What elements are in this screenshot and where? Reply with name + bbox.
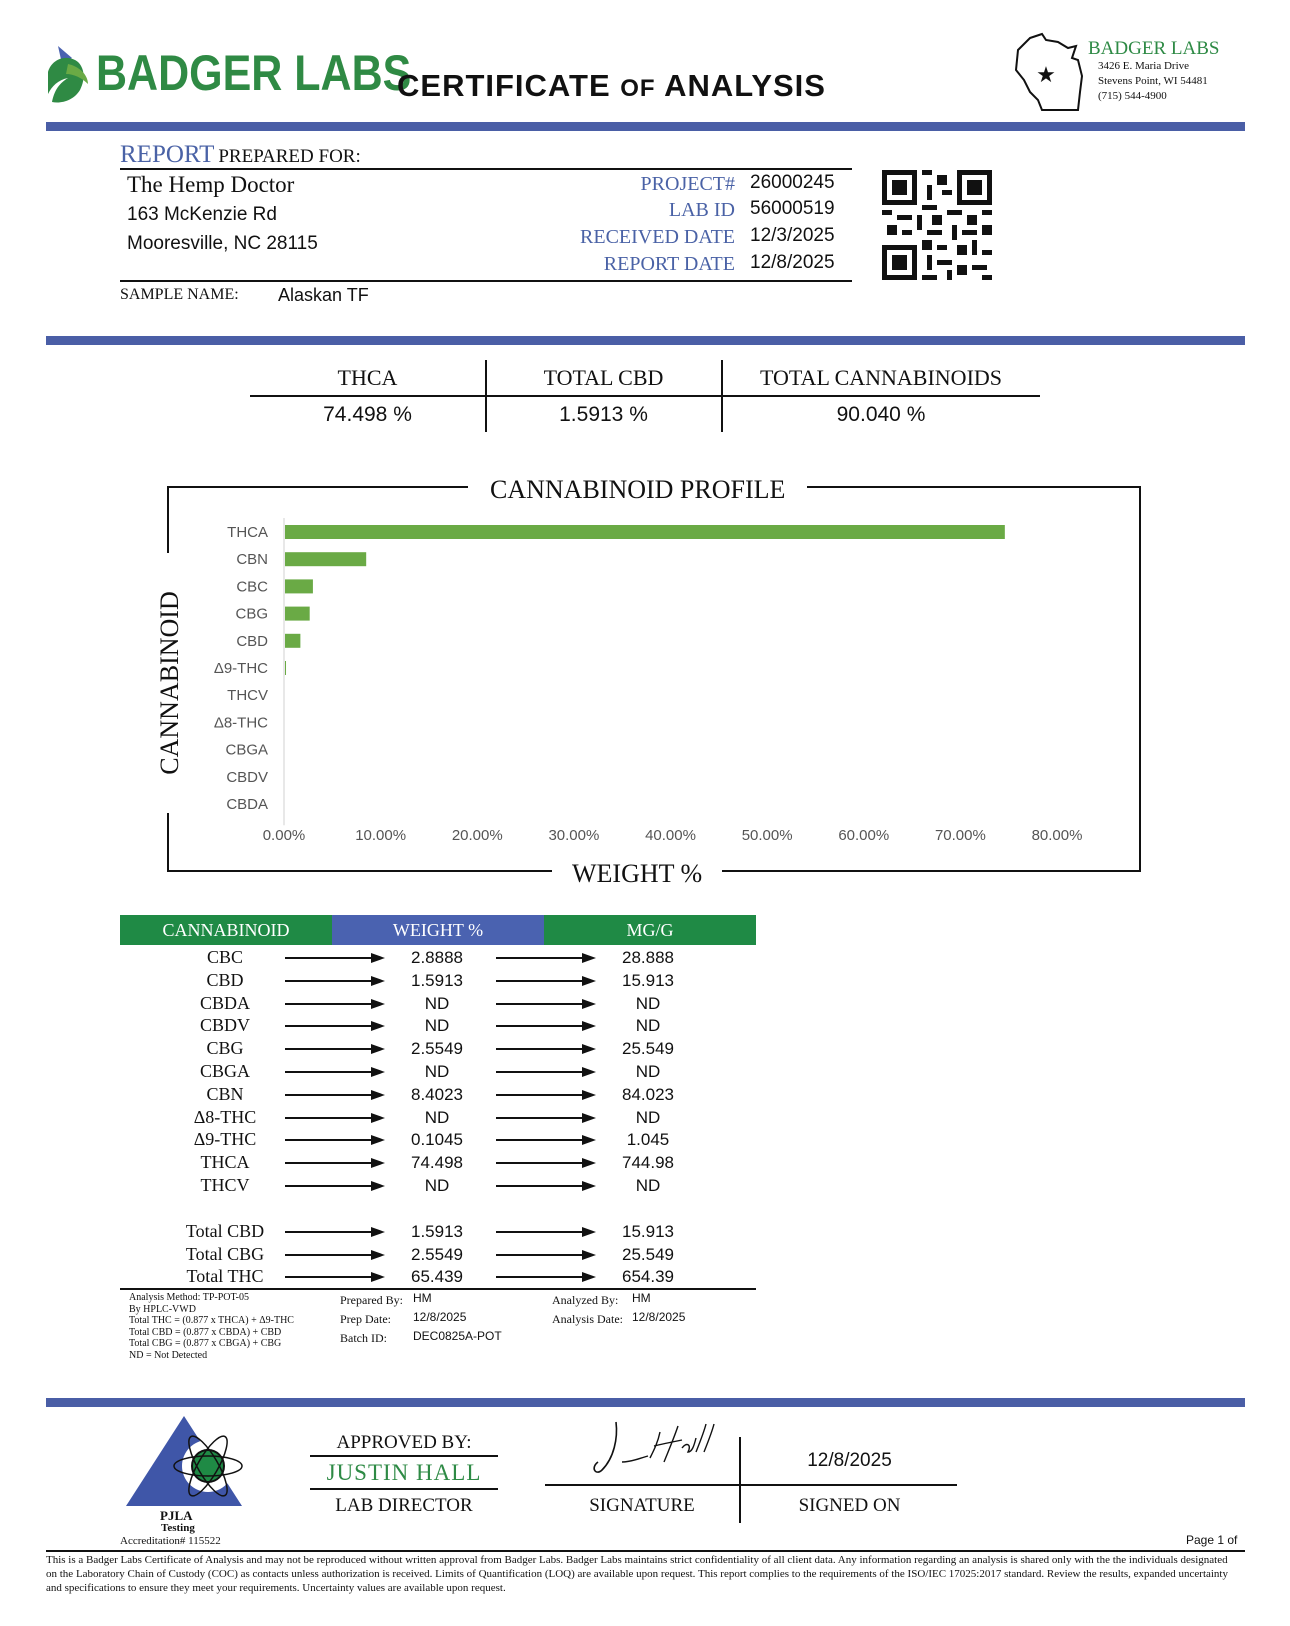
section-divider xyxy=(46,336,1245,345)
arrow-icon xyxy=(496,1111,596,1125)
title-part-1: CERTIFICATE xyxy=(397,68,611,103)
chart-category-label: CBDV xyxy=(226,768,268,786)
mg-per-g-cell: ND xyxy=(635,1062,661,1081)
prepared-by-value: HM xyxy=(413,1291,432,1305)
pjla-name: PJLA xyxy=(160,1508,193,1523)
lab-address-line2: Stevens Point, WI 54481 xyxy=(1098,75,1208,87)
summary-thca-value: 74.498 % xyxy=(323,403,412,426)
client-name: The Hemp Doctor xyxy=(127,172,295,197)
arrow-icon xyxy=(285,951,385,965)
note-line: Total CBD = (0.877 x CBDA) + CBD xyxy=(129,1326,282,1338)
signature-separator xyxy=(739,1437,741,1523)
mg-per-g-cell: ND xyxy=(635,1176,661,1195)
cannabinoid-name-cell: THCV xyxy=(200,1175,250,1195)
received-date-value: 12/3/2025 xyxy=(750,225,835,246)
client-address-line1: 163 McKenzie Rd xyxy=(127,204,277,225)
table-row xyxy=(120,1220,755,1243)
signed-on-label: SIGNED ON xyxy=(798,1495,901,1516)
project-label: PROJECT# xyxy=(640,173,735,195)
chart-category-label: CBDA xyxy=(226,796,268,813)
cannabinoid-name-cell: CBDV xyxy=(199,1015,250,1036)
table-row xyxy=(120,1060,755,1083)
wisconsin-map-icon xyxy=(1012,30,1090,114)
document-title xyxy=(397,68,826,104)
title-of: OF xyxy=(620,75,656,102)
sample-name-label: SAMPLE NAME: xyxy=(120,286,239,303)
arrow-icon xyxy=(496,1156,596,1170)
table-row xyxy=(120,1151,755,1174)
arrow-icon xyxy=(285,1270,385,1284)
arrow-icon xyxy=(496,1019,596,1033)
prepared-for-label: PREPARED FOR: xyxy=(218,146,361,167)
chart-bar xyxy=(285,525,1005,539)
arrow-icon xyxy=(496,1088,596,1102)
cannabinoid-name-cell: CBD xyxy=(206,969,244,990)
signature-label: SIGNATURE xyxy=(589,1495,695,1516)
chart-category-label: Δ8-THC xyxy=(213,714,268,732)
summary-total-cbd-value: 1.5913 % xyxy=(559,403,648,426)
mg-per-g-cell: ND xyxy=(635,993,661,1013)
chart-category-label: CBC xyxy=(236,578,268,596)
weight-percent-cell: 8.4023 xyxy=(411,1084,463,1104)
analysis-date-value: 12/8/2025 xyxy=(632,1310,686,1324)
summary-total-cannabinoids-label: TOTAL CANNABINOIDS xyxy=(759,365,1003,390)
prepared-for-underline xyxy=(120,168,852,170)
analyzed-by-label: Analyzed By: xyxy=(552,1293,619,1307)
arrow-icon xyxy=(285,1156,385,1170)
chart-category-label: CBN xyxy=(236,551,268,569)
signature-image xyxy=(588,1418,718,1478)
table-row xyxy=(120,1174,755,1197)
table-row xyxy=(120,1083,755,1106)
mg-per-g-cell: 15.913 xyxy=(622,970,674,990)
chart-bar xyxy=(285,607,310,621)
table-header-mgg: MG/G xyxy=(544,915,756,945)
received-date-label: RECEIVED DATE xyxy=(580,226,735,248)
lab-phone: (715) 544-4900 xyxy=(1098,90,1167,102)
table-row xyxy=(120,969,755,992)
weight-percent-cell: 2.8888 xyxy=(411,948,463,967)
mg-per-g-cell: 744.98 xyxy=(622,1153,674,1173)
footer-rule xyxy=(46,1550,1245,1552)
note-line: By HPLC-VWD xyxy=(129,1303,196,1315)
svg-text:★: ★ xyxy=(1036,63,1056,88)
arrow-icon xyxy=(496,1179,596,1193)
weight-percent-cell: ND xyxy=(424,1062,450,1081)
mg-per-g-cell: 25.549 xyxy=(622,1039,674,1059)
arrow-icon xyxy=(496,1065,596,1079)
table-header-cannabinoid: CANNABINOID xyxy=(120,915,332,945)
approver-name: JUSTIN HALL xyxy=(326,1460,482,1485)
arrow-icon xyxy=(496,1270,596,1284)
table-row xyxy=(120,1037,755,1060)
prep-date-label: Prep Date: xyxy=(340,1312,391,1326)
chart-category-label: CBGA xyxy=(225,741,268,759)
pjla-subtitle: Testing xyxy=(161,1522,195,1534)
cannabinoid-name-cell: CBG xyxy=(206,1038,244,1059)
approver-name-underline xyxy=(310,1488,498,1490)
arrow-icon xyxy=(496,1042,596,1056)
table-row xyxy=(120,1265,755,1288)
weight-percent-cell: ND xyxy=(424,1016,450,1036)
arrow-icon xyxy=(285,1248,385,1262)
chart-y-axis-title: CANNABINOID xyxy=(155,553,185,813)
total-name-cell: Total CBG xyxy=(185,1243,265,1264)
chart-bar xyxy=(285,579,313,593)
arrow-icon xyxy=(285,1088,385,1102)
chart-bar xyxy=(285,552,366,566)
chart-category-label: CBD xyxy=(236,632,268,650)
chart-tick-label: 50.00% xyxy=(741,827,793,844)
cannabinoid-name-cell: Δ8-THC xyxy=(193,1106,257,1127)
weight-percent-cell: 74.498 xyxy=(411,1153,463,1173)
table-row xyxy=(120,1014,755,1037)
weight-percent-cell: 2.5549 xyxy=(411,1039,463,1059)
chart-category-label: THCV xyxy=(227,687,268,705)
weight-percent-cell: 0.1045 xyxy=(411,1130,463,1150)
page-number: Page 1 of xyxy=(1186,1533,1238,1547)
table-header-weight: WEIGHT % xyxy=(332,915,544,945)
table-row xyxy=(120,1128,755,1151)
mg-per-g-cell: 15.913 xyxy=(622,1222,674,1241)
chart-tick-label: 0.00% xyxy=(262,827,306,844)
chart-tick-label: 30.00% xyxy=(548,827,600,844)
weight-percent-cell: ND xyxy=(424,993,450,1013)
method-notes xyxy=(129,1292,329,1361)
weight-percent-cell: 2.5549 xyxy=(411,1244,463,1264)
cannabinoid-name-cell: CBC xyxy=(206,947,244,967)
lab-id-value: 56000519 xyxy=(750,198,835,219)
chart-bar xyxy=(285,634,300,648)
chart-tick-label: 70.00% xyxy=(934,827,986,844)
lab-address-line1: 3426 E. Maria Drive xyxy=(1098,60,1190,72)
arrow-icon xyxy=(496,997,596,1011)
analyzed-by-value: HM xyxy=(632,1291,651,1305)
weight-percent-cell: ND xyxy=(424,1176,450,1195)
company-logo-text: BADGER LABS xyxy=(96,45,412,101)
signed-on-value: 12/8/2025 xyxy=(807,1450,892,1471)
header-divider xyxy=(46,122,1245,131)
mg-per-g-cell: 654.39 xyxy=(622,1267,674,1286)
mg-per-g-cell: 1.045 xyxy=(626,1130,670,1150)
note-line: Total CBG = (0.877 x CBGA) + CBG xyxy=(129,1338,282,1349)
report-date-value: 12/8/2025 xyxy=(750,252,835,273)
lab-name: BADGER LABS xyxy=(1088,38,1220,59)
arrow-icon xyxy=(496,1133,596,1147)
summary-thca-label: THCA xyxy=(337,365,398,390)
chart-category-label: Δ9-THC xyxy=(213,660,268,677)
mg-per-g-cell: 25.549 xyxy=(622,1244,674,1264)
table-row xyxy=(120,992,755,1015)
chart-tick-label: 80.00% xyxy=(1031,827,1083,844)
table-row xyxy=(120,1106,755,1129)
chart-x-axis-title: WEIGHT % xyxy=(552,859,722,889)
table-row xyxy=(120,1243,755,1266)
prepared-by-label: Prepared By: xyxy=(340,1293,403,1307)
arrow-icon xyxy=(285,1225,385,1239)
table-bottom-line xyxy=(120,1288,756,1290)
chart-tick-label: 10.00% xyxy=(355,827,407,844)
cannabinoid-name-cell: THCA xyxy=(200,1152,250,1173)
project-value: 26000245 xyxy=(750,172,835,193)
note-line: Total THC = (0.877 x THCA) + Δ9-THC xyxy=(129,1315,294,1326)
chart-tick-label: 20.00% xyxy=(451,827,503,844)
summary-total-cannabinoids-value: 90.040 % xyxy=(836,403,926,426)
note-line: ND = Not Detected xyxy=(129,1349,208,1361)
approval-divider xyxy=(46,1398,1245,1407)
report-info-bottom-line xyxy=(120,280,852,282)
summary-total-cbd-label: TOTAL CBD xyxy=(543,365,664,390)
prep-date-value: 12/8/2025 xyxy=(413,1310,467,1324)
badger-logo-icon xyxy=(44,44,90,106)
chart-category-label: CBG xyxy=(235,605,268,623)
analysis-date-label: Analysis Date: xyxy=(552,1312,623,1326)
approved-by-label: APPROVED BY: xyxy=(336,1432,472,1453)
disclaimer-text: This is a Badger Labs Certificate of Analysis and may not be reproduced without written approval from Badger Labs. Badger Labs maintains strict confidentiality of all client data. Any information regarding an analysis is shared only with the the individuals designated on the Laboratory Chain of Custody (COC) as contacts unless authorization is received. Limits of Quantification (LOQ) are available upon request. This report complies to the requirements of the ISO/IEC 17025:2017 standard. Review the results, expanded uncertainty and specifications to ensure they meet your requirements. Uncertainty values are available upon request. xyxy=(46,1554,1228,1594)
approver-title: LAB DIRECTOR xyxy=(335,1495,473,1516)
arrow-icon xyxy=(496,951,596,965)
arrow-icon xyxy=(496,1248,596,1262)
chart-title: CANNABINOID PROFILE xyxy=(468,473,807,507)
table-row xyxy=(120,946,755,969)
mg-per-g-cell: 84.023 xyxy=(622,1084,674,1104)
cannabinoid-name-cell: CBN xyxy=(206,1083,244,1104)
accreditation-number: Accreditation# 115522 xyxy=(120,1535,221,1547)
arrow-icon xyxy=(285,1065,385,1079)
weight-percent-cell: 1.5913 xyxy=(411,970,463,990)
qr-code-icon xyxy=(882,170,992,280)
chart-plot-area xyxy=(170,510,1130,860)
cannabinoid-name-cell: Δ9-THC xyxy=(193,1129,257,1150)
total-name-cell: Total CBD xyxy=(185,1221,265,1241)
weight-percent-cell: 65.439 xyxy=(411,1267,463,1286)
mg-per-g-cell: 28.888 xyxy=(622,948,674,967)
report-date-label: REPORT DATE xyxy=(603,253,735,275)
report-label: REPORT xyxy=(120,141,215,168)
arrow-icon xyxy=(496,974,596,988)
chart-bar xyxy=(285,661,286,675)
cannabinoid-name-cell: CBDA xyxy=(199,992,250,1013)
chart-tick-label: 40.00% xyxy=(645,827,696,844)
signature-line xyxy=(545,1484,957,1486)
weight-percent-cell: 1.5913 xyxy=(411,1222,463,1241)
total-name-cell: Total THC xyxy=(186,1266,264,1286)
batch-id-label: Batch ID: xyxy=(340,1331,387,1345)
chart-tick-label: 60.00% xyxy=(838,827,890,844)
cannabinoid-name-cell: CBGA xyxy=(199,1061,250,1081)
title-part-2: ANALYSIS xyxy=(664,68,826,103)
lab-id-label: LAB ID xyxy=(668,199,735,221)
chart-svg xyxy=(170,510,1130,860)
arrow-icon xyxy=(285,1042,385,1056)
sample-name-value: Alaskan TF xyxy=(278,285,369,305)
summary-divider xyxy=(250,395,1040,397)
arrow-icon xyxy=(285,1179,385,1193)
arrow-icon xyxy=(285,1019,385,1033)
prepared-for-heading xyxy=(120,141,361,169)
arrow-icon xyxy=(285,974,385,988)
batch-id-value: DEC0825A-POT xyxy=(413,1329,502,1343)
note-line: Analysis Method: TP-POT-05 xyxy=(129,1292,250,1303)
pjla-logo-icon xyxy=(124,1414,244,1514)
client-address-line2: Mooresville, NC 28115 xyxy=(127,233,318,254)
arrow-icon xyxy=(285,1133,385,1147)
arrow-icon xyxy=(285,1111,385,1125)
mg-per-g-cell: ND xyxy=(635,1107,661,1127)
arrow-icon xyxy=(496,1225,596,1239)
mg-per-g-cell: ND xyxy=(635,1016,661,1036)
approved-by-underline xyxy=(310,1455,498,1457)
chart-category-label: THCA xyxy=(227,524,268,541)
weight-percent-cell: ND xyxy=(424,1107,450,1127)
arrow-icon xyxy=(285,997,385,1011)
